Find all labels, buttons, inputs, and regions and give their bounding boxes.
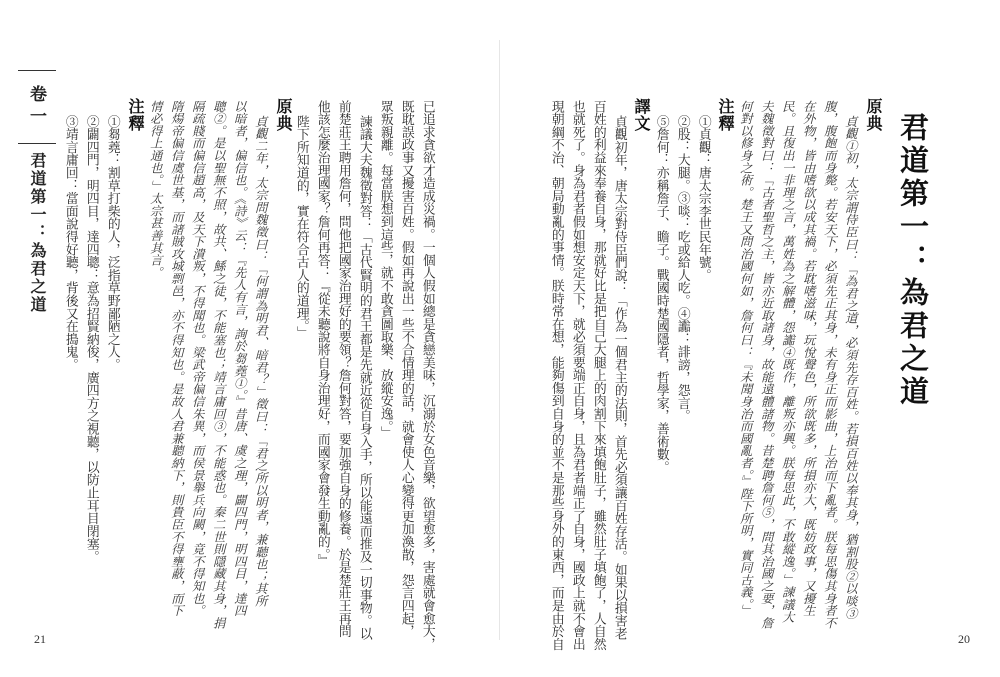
classical-text-line: 隔疏賤而偏信趙高，及天下潰叛，不得聞也。梁武帝偏信朱異，而侯景舉兵向闕，竟不得知也。 [190,100,205,617]
classical-text-line: 隋煬帝偏信虞世基，而諸賊攻城剽邑，亦不得知也。是故人君兼聽納下，則貴臣不得壅蔽，而下 [169,100,184,617]
classical-text-line: 情必得上通也。」太宗甚善其言。 [148,100,163,279]
note-line: ①貞觀：唐太宗李世民年號。 [695,115,711,282]
translation-line: 貞觀初年，唐太宗對侍臣們說：「作為一個君主的法則，首先必須讓百姓存活。如果以損害老 [611,115,627,640]
translation-line: 已追求貪欲才造成災禍。一個人假如總是貪戀美味，沉溺於女色音樂，欲望愈多，害處就會愈大， [419,100,435,651]
translation-line: 也就死了。身為君者假如想安定天下，就必須要端正自身，且為君者端正了自身，國政上就不會出 [569,100,585,651]
section-heading-zhushi: 注釋 [126,98,145,132]
note-line: ②闢四門，明四目，達四聰：意為招賢納俊，廣四方之視聽，以防止耳目閉塞。 [83,115,99,563]
translation-line: 百姓的利益來奉養自身，那就好比是把自己大腿上的肉割下來填飽肚子，雖然肚子填飽了，人自然 [590,100,606,651]
running-head-rule-top [18,70,56,71]
translation-line: 他該怎麼治理國家？詹何再答：『從未聽說將自身治理好，而國家會發生動亂的。』 [314,100,330,568]
section-heading-zhushi: 注釋 [716,98,735,132]
classical-text-line: 夫魏徵對曰：「古者聖哲之主，皆亦近取諸身，故能遠體諸物。昔楚聘詹何⑤，問其治國之要，詹 [759,100,774,629]
running-head-chapter: 君道第一：為君之道 [28,152,47,314]
classical-text-line: 在外物，皆由嗜欲以成其禍。若耽嗜滋味，玩悅聲色，所欲既多，所損亦大，既妨政事，又擾生 [801,100,816,617]
translation-line: 前楚莊王聘用詹何，問他把國家治理好的要領？詹何對答，要加強自身的修養。於是楚莊王再問 [335,100,351,638]
classical-text-line: 腹，腹飽而身斃。若安天下，必須先正其身，未有身正而影曲，上治而下亂者。朕每思傷其身者不 [822,100,837,629]
classical-text-line: 何對以修身之術。楚王又問治國何如，詹何曰：『未聞身治而國亂者。』陛下所明，實同古義。」 [738,100,753,617]
classical-text-line: 聰②。是以聖無不照，故共、鯀之徒，不能塞也；靖言庸回③，不能惑也。秦二世則隱藏其身，捐 [211,100,226,629]
translation-line: 既耽誤政事又擾害百姓。假如再說出一些不合情理的話，就會使人心變得更加渙散，怨言四起， [398,100,414,638]
section-heading-yiwen: 譯文 [632,98,651,132]
classical-text-line: 以暗者，偏信也。《詩》云：『先人有言，詢於芻蕘①。』昔唐、虞之理，闢四門，明四目，達四 [232,100,247,617]
section-heading-yuandian: 原典 [864,98,883,132]
classical-text-line: 貞觀①初，太宗謂侍臣曰：「為君之道，必須先存百姓。若損百姓以奉其身，猶割股②以啖③ [843,115,858,620]
note-line: ③靖言庸回：當面說得好聽，背後又在搗鬼。 [62,115,78,371]
note-line: ⑤詹何：亦稱詹子、瞻子。戰國時楚國隱者，哲學家，善術數。 [653,115,669,474]
running-head-rule-middle [18,143,56,144]
note-line: ②股：大腿。③啖：吃或給人吃。④讟：誹謗，怨言。 [674,115,690,423]
translation-line: 陛下所知道的，實在符合古人的道理。」 [293,115,309,339]
classical-text-line: 貞觀二年，太宗問魏徵曰：「何謂為明君、暗君？」徵曰：「君之所以明者，兼聽也；其所 [253,115,268,607]
page-number-right: 20 [958,632,970,646]
section-heading-yuandian: 原典 [274,98,293,132]
translation-line: 現朝綱不治、朝局動亂的事情。朕時常在想，能夠傷到自身的並不是那些身外的東西，而是由於自 [548,100,564,651]
page-number-left: 21 [34,632,46,646]
translation-line: 眾叛親離。每當朕想到這些，就不敢貪圖取樂、放縱安逸。」 [377,100,393,440]
note-line: ①芻蕘：割草打柴的人，泛指草野鄙陋之人。 [104,115,120,371]
volume-label: 卷一 [26,85,46,129]
classical-text-line: 民。且復出一非理之言，萬姓為之解體，怨讟④既作，離叛亦興。朕每思此，不敢縱逸。」諫議大 [780,100,795,623]
chapter-title: 君道第一：為君之道 [896,112,930,409]
right-page [500,0,1000,677]
translation-line: 諫議大夫魏徵對答：「古代賢明的君王都是先就近從自身入手，所以能遠而推及一切事物。以 [356,115,372,640]
